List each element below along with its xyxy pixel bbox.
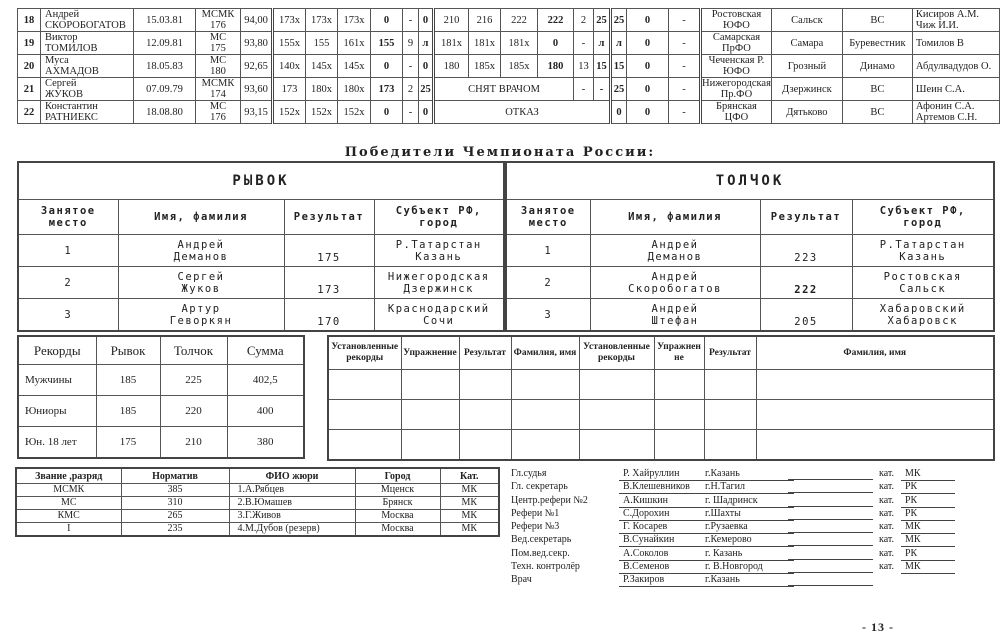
official-name: В.Семенов (623, 561, 670, 573)
record-snatch: 185 (96, 396, 160, 427)
place-header: Занятое место (506, 200, 590, 235)
winner-row (506, 299, 994, 332)
winner-row (18, 267, 504, 299)
official-role: Гл. секретарь (511, 481, 568, 493)
norm: 385 (121, 484, 229, 497)
name-header: Имя, фамилия (118, 200, 284, 235)
snatch-place: - (403, 101, 419, 124)
bodyweight: 93,60 (241, 78, 273, 101)
winner-name: Андрей Деманов (118, 235, 284, 267)
category-label: кат. (879, 547, 895, 559)
cj-attempt-3: 222 (501, 9, 538, 32)
snatch-attempt-2: 152x (306, 101, 338, 124)
jury-member: 1.А.Рябцев (229, 484, 355, 497)
official-city: г.Кемерово (705, 534, 752, 546)
record-category: Юниоры (18, 396, 96, 427)
official-row (511, 468, 941, 481)
snatch-points: 0 (419, 101, 434, 124)
official-row (511, 481, 941, 494)
snatch-attempt-3: 152x (338, 101, 371, 124)
official-role: Рефери №3 (511, 521, 560, 533)
winner-row (18, 299, 504, 332)
winners-title: Победители Чемпионата России: (344, 145, 656, 160)
official-city: г.Казань (705, 468, 740, 479)
snatch-place: 2 (403, 78, 419, 101)
result: 223 (760, 235, 852, 267)
coach: Афонин С.А. Артемов С.Н. (912, 101, 999, 124)
birth-date: 15.03.81 (134, 9, 196, 32)
athlete-number: 22 (18, 101, 41, 124)
rank-class: МС 180 (196, 55, 241, 78)
signature-line (788, 534, 873, 546)
record-row (18, 396, 304, 427)
official-name: А.Соколов (623, 547, 669, 559)
table-row (18, 55, 1000, 78)
exercise-header-2: Упражнен не (654, 336, 704, 370)
official-role: Вед.секретарь (511, 534, 572, 546)
result-header: Результат (284, 200, 374, 235)
record-row (18, 427, 304, 459)
record-row (18, 365, 304, 396)
record-cj: 225 (160, 365, 227, 396)
club: ВС (842, 101, 912, 124)
snatch-attempt-3: 145x (338, 55, 371, 78)
record-cj: 220 (160, 396, 227, 427)
region-city: Хабаровский Хабаровск (852, 299, 994, 332)
official-role: Центр.рефери №2 (511, 494, 588, 506)
winner-row (506, 267, 994, 299)
official-row (511, 521, 941, 534)
winner-name: Андрей Скоробогатов (590, 267, 760, 299)
norms-jury-table (15, 467, 500, 537)
total: 0 (627, 55, 669, 78)
region-header: Субъект РФ, город (852, 200, 994, 235)
snatch-place: - (403, 9, 419, 32)
points: л (611, 32, 627, 55)
snatch-attempt-3: 173x (338, 9, 371, 32)
record-category: Юн. 18 лет (18, 427, 96, 459)
page-number: - 13 - (862, 620, 894, 634)
signature-line (788, 481, 873, 493)
norm: 310 (121, 497, 229, 510)
signature-line (788, 508, 873, 520)
established-header-2: Установленные рекорды (579, 336, 654, 370)
official-row (511, 574, 941, 587)
total: 0 (627, 78, 669, 101)
empty-row (328, 400, 994, 430)
norm-row (16, 497, 499, 510)
official-city: г.Рузаевка (705, 521, 748, 533)
official-category: МК (901, 561, 955, 574)
points: 15 (611, 55, 627, 78)
norm-row (16, 523, 499, 537)
official-row (511, 561, 941, 574)
official-name: В.Сунайкин (623, 534, 675, 546)
established-records-table (327, 335, 995, 461)
city: Грозный (771, 55, 842, 78)
cj-points: 15 (594, 55, 611, 78)
record-cj: 210 (160, 427, 227, 459)
snatch-points: л (419, 32, 434, 55)
place: 3 (18, 299, 118, 332)
city: Сальск (771, 9, 842, 32)
snatch-title: РЫВОК (18, 162, 504, 200)
rank-class: МСМК 174 (196, 78, 241, 101)
category-label: кат. (879, 481, 895, 493)
officials-list (511, 468, 941, 588)
snatch-best: 0 (371, 55, 403, 78)
points: 25 (611, 78, 627, 101)
bodyweight: 92,65 (241, 55, 273, 78)
official-role: Техн. контролёр (511, 561, 580, 573)
club: Буревестник (842, 32, 912, 55)
official-name: С.Дорохин (623, 507, 670, 519)
signature-line (788, 561, 873, 573)
coach: Кисиров А.М. Чиж И.И. (912, 9, 999, 32)
official-row (511, 548, 941, 561)
jury-city: Брянск (355, 497, 440, 510)
rank-class: МС 176 (196, 101, 241, 124)
bodyweight: 93,80 (241, 32, 273, 55)
place: 1 (18, 235, 118, 267)
snatch-winners-table (17, 161, 505, 332)
athlete-number: 20 (18, 55, 41, 78)
rank: МСМК (16, 484, 121, 497)
snatch-attempt-3: 180x (338, 78, 371, 101)
rank: МС (16, 497, 121, 510)
jury-category: МК (440, 484, 499, 497)
category-label: кат. (879, 561, 895, 573)
norm-header: Норматив (121, 468, 229, 484)
name-header: Имя, фамилия (590, 200, 760, 235)
cj-points: 25 (594, 9, 611, 32)
result: 205 (760, 299, 852, 332)
official-role: Гл.судья (511, 468, 547, 479)
table-row (18, 78, 1000, 101)
signature-line (788, 495, 873, 507)
signature-line (788, 468, 873, 480)
snatch-points: 0 (419, 55, 434, 78)
place: 1 (506, 235, 590, 267)
club: ВС (842, 78, 912, 101)
norm: 235 (121, 523, 229, 537)
norm: 265 (121, 510, 229, 523)
name-header: Фамилия, имя (511, 336, 579, 370)
jury-category: МК (440, 510, 499, 523)
winner-row (506, 235, 994, 267)
jury-member: 3.Г.Живов (229, 510, 355, 523)
signature-line (788, 574, 873, 586)
jury-member: 2.В.Юмашев (229, 497, 355, 510)
cj-place: 13 (574, 55, 594, 78)
category-label: кат. (879, 534, 895, 546)
cj-note: СНЯТ ВРАЧОМ (434, 78, 574, 101)
cj-attempt-3: 181x (501, 32, 538, 55)
snatch-attempt-1: 173x (273, 9, 306, 32)
athlete-name: Андрей СКОРОБОГАТОВ (41, 9, 134, 32)
rank-header: Звание ,разряд (16, 468, 121, 484)
total-place: - (669, 9, 701, 32)
snatch-header: Рывок (96, 336, 160, 365)
city: Дятьково (771, 101, 842, 124)
region: Самарская ПрФО (701, 32, 772, 55)
snatch-place: 9 (403, 32, 419, 55)
norm-row (16, 484, 499, 497)
empty-row (328, 430, 994, 461)
cj-points: - (594, 78, 611, 101)
snatch-best: 0 (371, 101, 403, 124)
city: Самара (771, 32, 842, 55)
jury-category: МК (440, 497, 499, 510)
snatch-attempt-1: 155x (273, 32, 306, 55)
norm-row (16, 510, 499, 523)
club: ВС (842, 9, 912, 32)
official-city: г.Шахты (705, 507, 741, 519)
total: 0 (627, 9, 669, 32)
snatch-attempt-1: 152x (273, 101, 306, 124)
total-place: - (669, 78, 701, 101)
cj-points: л (594, 32, 611, 55)
official-category: МК (901, 521, 955, 534)
region: Чеченская Р. ЮФО (701, 55, 772, 78)
cj-place: - (574, 32, 594, 55)
athlete-number: 19 (18, 32, 41, 55)
rank-class: МС 175 (196, 32, 241, 55)
cj-place: - (574, 78, 594, 101)
snatch-attempt-2: 173x (306, 9, 338, 32)
region-city: Р.Татарстан Казань (852, 235, 994, 267)
total: 0 (627, 101, 669, 124)
official-row (511, 495, 941, 508)
official-role: Пом.вед.секр. (511, 547, 570, 559)
cj-title: ТОЛЧОК (506, 162, 994, 200)
cj-place: 2 (574, 9, 594, 32)
official-role: Врач (511, 574, 532, 586)
athlete-name: Муса АХМАДОВ (41, 55, 134, 78)
jury-member: 4.М.Дубов (резерв) (229, 523, 355, 537)
region-header: Субъект РФ, город (374, 200, 504, 235)
cj-attempt-2: 185x (469, 55, 501, 78)
result: 175 (284, 235, 374, 267)
official-name: Р.Закиров (623, 574, 665, 586)
total-place: - (669, 32, 701, 55)
rank-class: МСМК 176 (196, 9, 241, 32)
total-place: - (669, 101, 701, 124)
result-header-2: Результат (704, 336, 756, 370)
cat-header: Кат. (440, 468, 499, 484)
official-category: РК (901, 548, 955, 561)
cj-best: 222 (538, 9, 574, 32)
place: 3 (506, 299, 590, 332)
region-city: Краснодарский Сочи (374, 299, 504, 332)
empty-row (328, 370, 994, 400)
result-header: Результат (459, 336, 511, 370)
birth-date: 18.05.83 (134, 55, 196, 78)
snatch-attempt-3: 161x (338, 32, 371, 55)
record-total: 380 (227, 427, 304, 459)
athlete-number: 21 (18, 78, 41, 101)
winner-row (18, 235, 504, 267)
official-row (511, 534, 941, 547)
birth-date: 07.09.79 (134, 78, 196, 101)
cj-winners-table (505, 161, 995, 332)
region-city: Р.Татарстан Казань (374, 235, 504, 267)
jury-header: ФИО жюри (229, 468, 355, 484)
name-header-2: Фамилия, имя (756, 336, 994, 370)
cj-attempt-3: 185x (501, 55, 538, 78)
athlete-name: Сергей ЖУКОВ (41, 78, 134, 101)
snatch-best: 173 (371, 78, 403, 101)
rank: I (16, 523, 121, 537)
bodyweight: 94,00 (241, 9, 273, 32)
official-city: г. Шадринск (705, 494, 758, 506)
official-city: г.Казань (705, 574, 740, 586)
record-snatch: 175 (96, 427, 160, 459)
athlete-name: Константин РАТНИЕКС (41, 101, 134, 124)
table-row (18, 9, 1000, 32)
records-header: Рекорды (18, 336, 96, 365)
place: 2 (506, 267, 590, 299)
region-city: Нижегородская Дзержинск (374, 267, 504, 299)
cj-attempt-1: 181x (434, 32, 469, 55)
record-snatch: 185 (96, 365, 160, 396)
table-row (18, 101, 1000, 124)
snatch-best: 155 (371, 32, 403, 55)
records-table (17, 335, 305, 459)
official-name: Р. Хайруллин (623, 468, 680, 479)
cj-note: ОТКАЗ (434, 101, 611, 124)
jury-city: Москва (355, 523, 440, 537)
result: 170 (284, 299, 374, 332)
region: Брянская ЦФО (701, 101, 772, 124)
official-name: А.Кишкин (623, 494, 669, 506)
snatch-attempt-2: 155 (306, 32, 338, 55)
official-role: Рефери №1 (511, 507, 560, 519)
winner-name: Артур Геворкян (118, 299, 284, 332)
snatch-best: 0 (371, 9, 403, 32)
official-category: МК (901, 534, 955, 547)
signature-line (788, 548, 873, 560)
region-city: Ростовская Сальск (852, 267, 994, 299)
official-name: Г. Косарев (623, 521, 668, 533)
established-header: Установленные рекорды (328, 336, 401, 370)
snatch-attempt-1: 173 (273, 78, 306, 101)
category-label: кат. (879, 494, 895, 506)
result: 222 (760, 267, 852, 299)
city: Дзержинск (771, 78, 842, 101)
cj-attempt-1: 210 (434, 9, 469, 32)
total: 0 (627, 32, 669, 55)
coach: Томилов В (912, 32, 999, 55)
official-category: МК (901, 468, 955, 481)
signature-line (788, 521, 873, 533)
winner-name: Андрей Деманов (590, 235, 760, 267)
coach: Абдулвадудов О. (912, 55, 999, 78)
category-label: кат. (879, 468, 895, 479)
table-row (18, 32, 1000, 55)
snatch-points: 25 (419, 78, 434, 101)
official-city: г.Н.Тагил (705, 481, 745, 493)
total-place: - (669, 55, 701, 78)
cj-header: Толчок (160, 336, 227, 365)
official-city: г. Казань (705, 547, 743, 559)
coach: Шеин С.А. (912, 78, 999, 101)
cj-best: 180 (538, 55, 574, 78)
official-name: В.Клешевников (623, 481, 690, 493)
city-header: Город (355, 468, 440, 484)
official-category: РК (901, 481, 955, 494)
region: Нижегородская Пр.ФО (702, 78, 771, 100)
record-category: Мужчины (18, 365, 96, 396)
snatch-attempt-1: 140x (273, 55, 306, 78)
winner-name: Сергей Жуков (118, 267, 284, 299)
result: 173 (284, 267, 374, 299)
result-header: Результат (760, 200, 852, 235)
birth-date: 12.09.81 (134, 32, 196, 55)
club: Динамо (842, 55, 912, 78)
jury-city: Мценск (355, 484, 440, 497)
winner-name: Андрей Штефан (590, 299, 760, 332)
official-category: РК (901, 495, 955, 508)
place: 2 (18, 267, 118, 299)
cj-attempt-1: 180 (434, 55, 469, 78)
exercise-header: Упражнение (401, 336, 459, 370)
points: 0 (611, 101, 627, 124)
total-header: Сумма (227, 336, 304, 365)
birth-date: 18.08.80 (134, 101, 196, 124)
snatch-place: - (403, 55, 419, 78)
jury-category: МК (440, 523, 499, 537)
athlete-number: 18 (18, 9, 41, 32)
rank: КМС (16, 510, 121, 523)
category-label: кат. (879, 507, 895, 519)
record-total: 402,5 (227, 365, 304, 396)
bodyweight: 93,15 (241, 101, 273, 124)
official-row (511, 508, 941, 521)
cj-best: 0 (538, 32, 574, 55)
cj-attempt-2: 181x (469, 32, 501, 55)
snatch-points: 0 (419, 9, 434, 32)
record-total: 400 (227, 396, 304, 427)
official-city: г. В.Новгород (705, 561, 763, 573)
cj-attempt-2: 216 (469, 9, 501, 32)
category-label: кат. (879, 521, 895, 533)
official-category: РК (901, 508, 955, 521)
place-header: Занятое место (18, 200, 118, 235)
region: Ростовская ЮФО (701, 9, 772, 32)
snatch-attempt-2: 145x (306, 55, 338, 78)
points: 25 (611, 9, 627, 32)
jury-city: Москва (355, 510, 440, 523)
snatch-attempt-2: 180x (306, 78, 338, 101)
athlete-name: Виктор ТОМИЛОВ (41, 32, 134, 55)
results-table (17, 8, 1000, 124)
